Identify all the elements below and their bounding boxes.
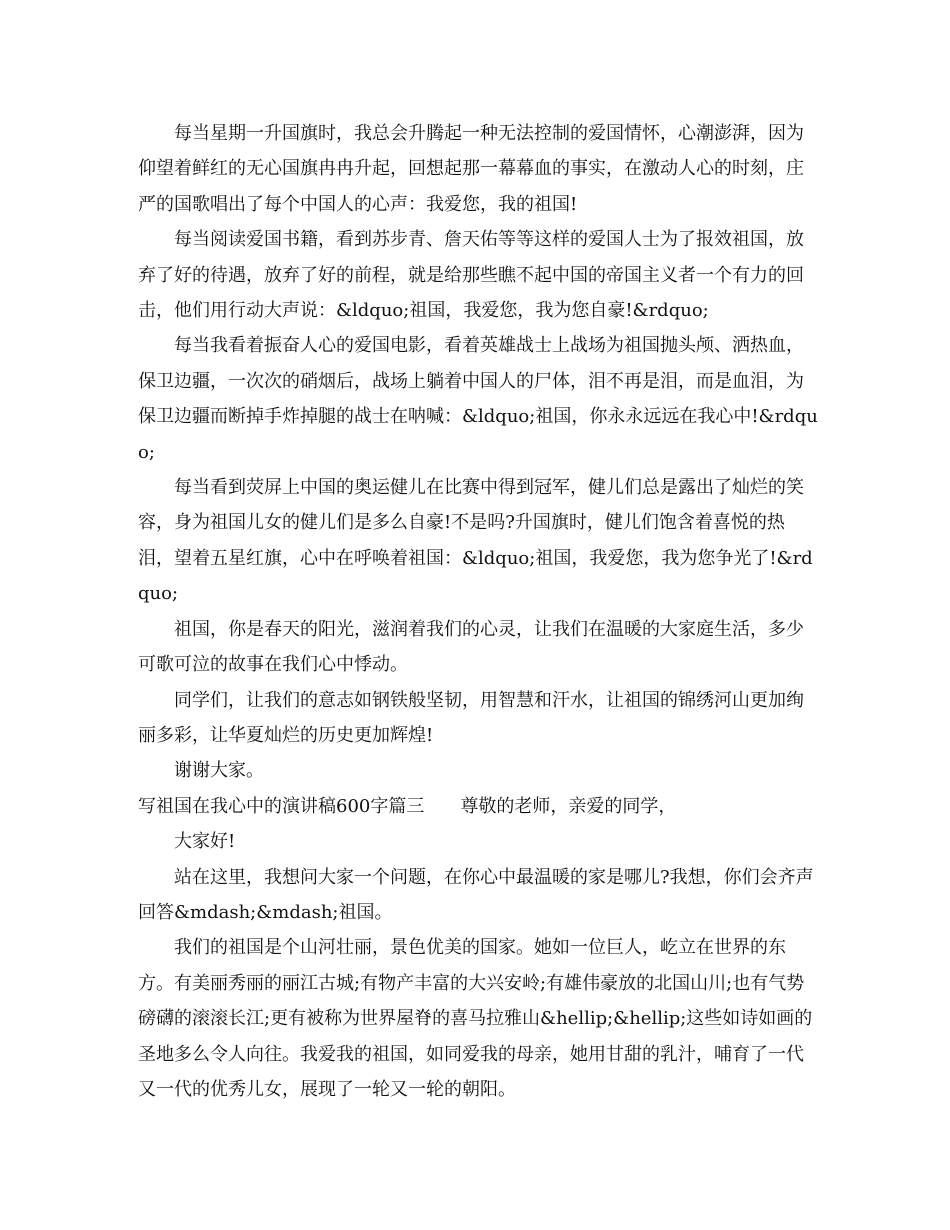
paragraph-11: 我们的祖国是个山河壮丽，景色优美的国家。她如一位巨人，屹立在世界的东方。有美丽秀丽的丽江古城;有物产丰富的大兴安岭;有雄伟豪放的北国山川;也有气势磅礴的滚滚长江;更有被称为世界屋脊的喜马拉雅山&hellip;&hellip;这些如诗如画的圣地多么令人向往。我爱我的祖国，如同爱我的母亲，她用甘甜的乳汁，哺育了一代又一代的优秀儿女，展现了一轮又一轮的朝阳。 <box>138 937 813 1100</box>
paragraph-5: 祖国，你是春天的阳光，滋润着我们的心灵，让我们在温暖的大家庭生活，多少可歌可泣的故事在我们心中悸动。 <box>138 618 804 676</box>
paragraph-2: 每当阅读爱国书籍，看到苏步青、詹天佑等等这样的爱国人士为了报效祖国，放弃了好的待遇，放弃了好的前程，就是给那些瞧不起中国的帝国主义者一个有力的回击，他们用行动大声说：&ldquo;祖国，我爱您，我为您自豪!&rdquo; <box>138 229 804 322</box>
paragraph-3: 每当我看着振奋人心的爱国电影，看着英雄战士上战场为祖国抛头颅、洒热血，保卫边疆，一次次的硝烟后，战场上躺着中国人的尸体，泪不再是泪，而是血泪，为保卫边疆而断掉手炸掉腿的战士在呐喊：&ldquo;祖国，你永永远远在我心中!&rdquo; <box>138 335 818 463</box>
paragraph-7: 谢谢大家。 <box>174 760 264 782</box>
greeting-line: 大家好! <box>174 831 236 853</box>
document-body <box>138 116 818 1107</box>
paragraph-4: 每当看到荧屏上中国的奥运健儿在比赛中得到冠军，健儿们总是露出了灿烂的笑容，身为祖国儿女的健儿们是多么自豪!不是吗?升国旗时，健儿们饱含着喜悦的热泪，望着五星红旗，心中在呼唤着祖国：&ldquo;祖国，我爱您，我为您争光了!&rdquo; <box>138 477 813 605</box>
paragraph-1: 每当星期一升国旗时，我总会升腾起一种无法控制的爱国情怀，心潮澎湃，因为仰望着鲜红的无心国旗冉冉升起，回想起那一幕幕血的事实，在激动人心的时刻，庄严的国歌唱出了每个中国人的心声：我爱您，我的祖国! <box>138 123 804 215</box>
paragraph-10: 站在这里，我想问大家一个问题，在你心中最温暖的家是哪儿?我想，你们会齐声回答&mdash;&mdash;祖国。 <box>138 866 814 923</box>
paragraph-6: 同学们，让我们的意志如钢铁般坚韧，用智慧和汗水，让祖国的锦绣河山更加绚丽多彩，让华夏灿烂的历史更加辉煌! <box>138 689 804 746</box>
section-heading-line: 写祖国在我心中的演讲稿600字篇三 尊敬的老师，亲爱的同学， <box>138 795 677 817</box>
